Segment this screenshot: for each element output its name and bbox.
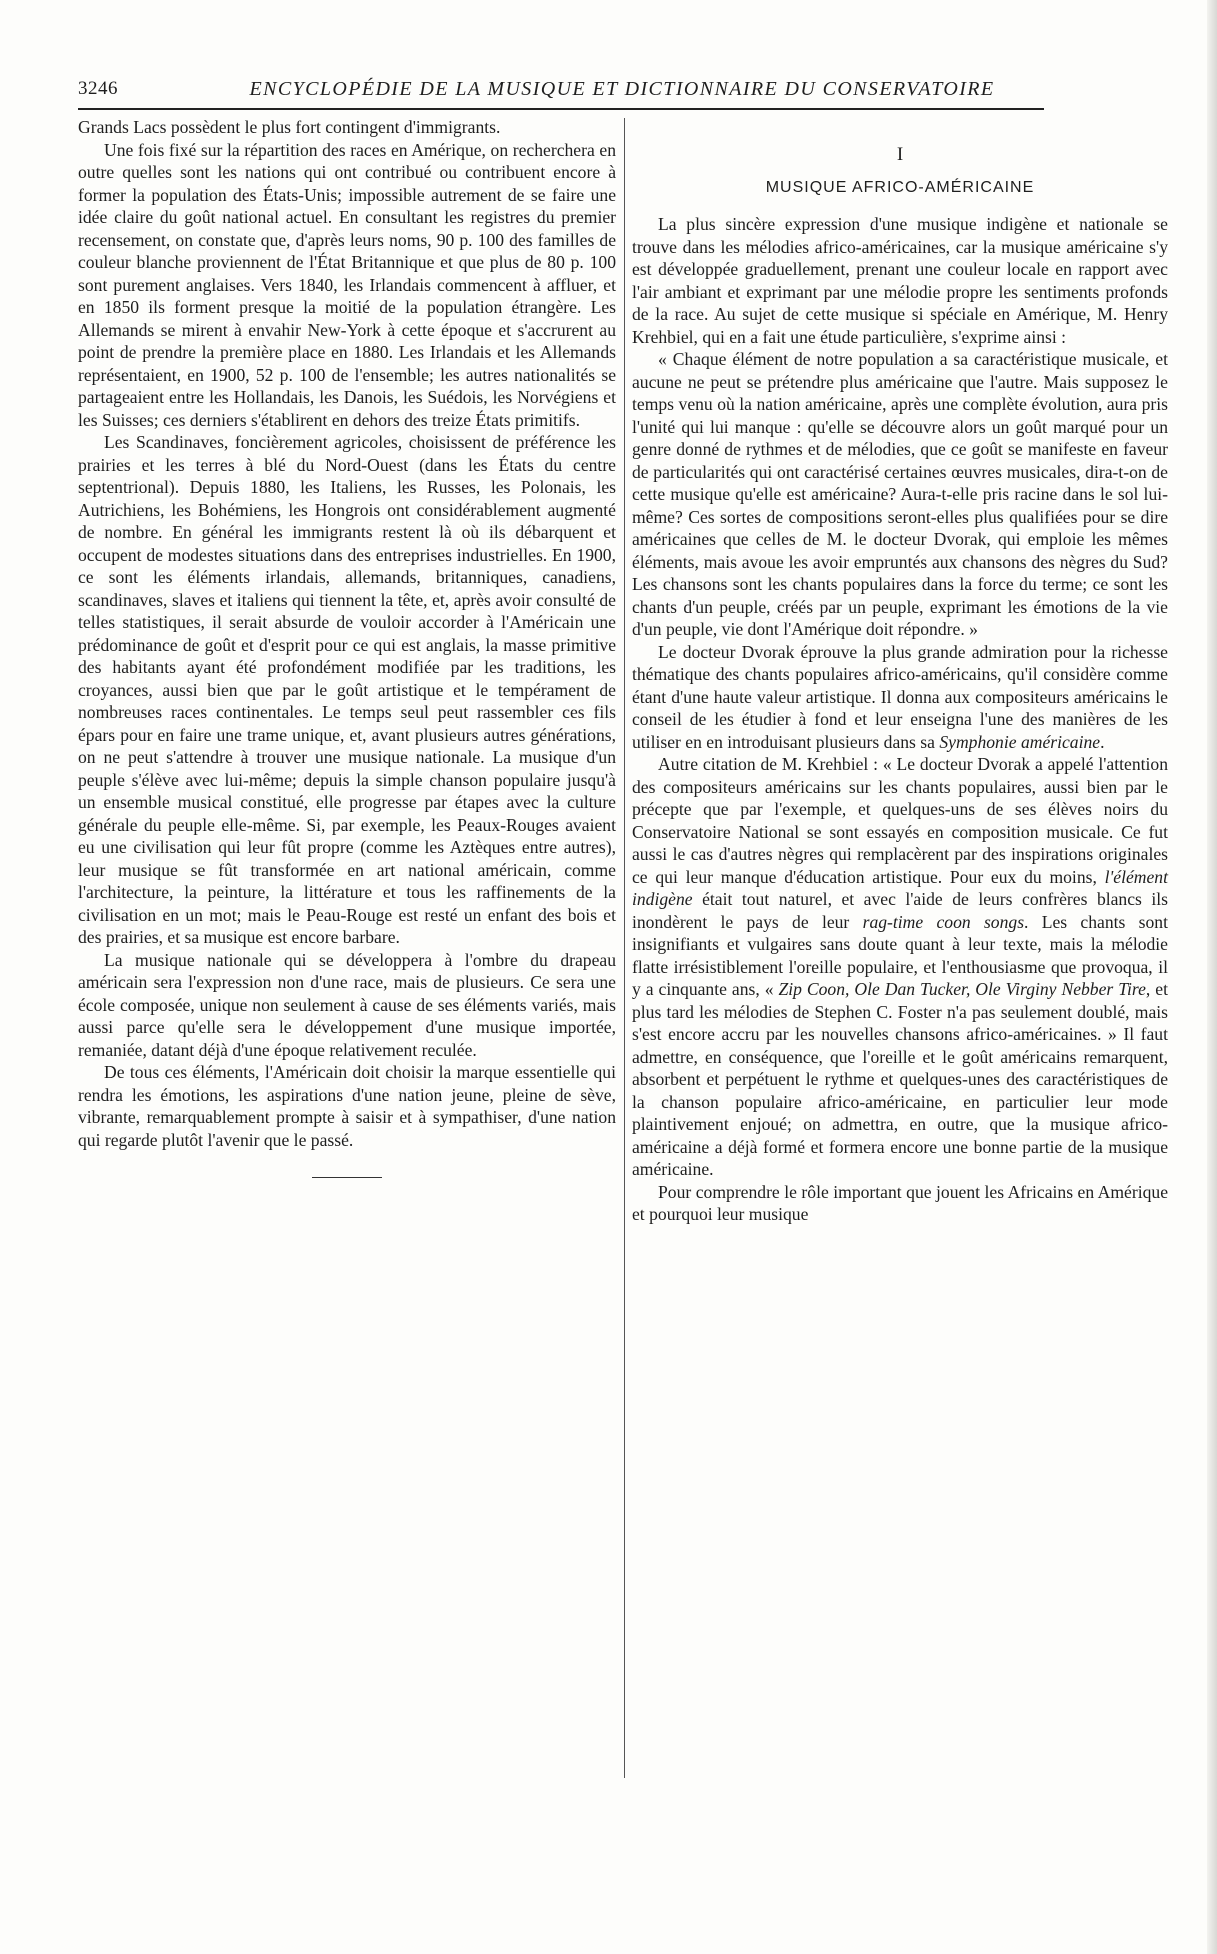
paragraph: [632, 753, 1168, 1181]
italic-term: l'élément indigène: [632, 866, 1168, 909]
page-edge-shadow: [1207, 0, 1217, 1954]
paragraph-text: .: [1100, 731, 1105, 752]
paragraph-text: . Les chants sont insignifiants et vulgaires sans doute quant à leur texte, mais la mélodie flatte irrésistiblement l'oreille populaire, et l'enthousiasme que provoqua, il y a cinquante ans, «: [632, 911, 1168, 999]
column-divider: [624, 118, 625, 1778]
paragraph: [632, 641, 1168, 754]
paragraph: Grands Lacs possèdent le plus fort contingent d'immigrants.: [78, 117, 501, 137]
paragraph: La musique nationale qui se développera à l'ombre du drapeau américain sera l'expression non d'une race, mais de plusieurs. Ce sera une école composée, unique non seulement à cause de ses éléments variés, mais aussi parce qu'elle sera le développement d'une musique importée, remaniée, datant déjà d'une époque relativement reculée.: [78, 949, 616, 1060]
italic-term: rag-time coon songs: [862, 911, 1025, 932]
section-end-rule: [312, 1177, 382, 1178]
paragraph: La plus sincère expression d'une musique indigène et nationale se trouve dans les mélodies africo-américaines, car la musique américaine s'y est développée graduellement, prenant une couleur locale en rapport avec l'air ambiant et exprimant par une mélodie propre les sentiments profonds de la race. Au sujet de cette musique si spéciale en Amérique, M. Henry Krehbiel, qui en a fait une étude particulière, s'exprime ainsi :: [632, 214, 1168, 347]
paragraph: Une fois fixé sur la répartition des races en Amérique, on recherchera en outre quelles sont les nations qui ont contribué ou contribuent encore à former la population des États-Unis; impossible autrement de se faire une idée claire du goût national actuel. En consultant les registres du premier recensement, on constate que, d'après leurs noms, 90 p. 100 des familles de couleur blanche proviennent de l'État Britannique et que plus de 80 p. 100 sont purement anglaises. Vers 1840, les Irlandais commencent à affluer, et en 1850 ils forment presque la moitié de la population étrangère. Les Allemands se mirent à envahir New-York à cette époque et s'accrurent au point de prendre la première place en 1880. Les Irlandais et les Allemands représentaient, en 1900, 52 p. 100 de l'ensemble; les autres nationalités se partageaient entre les Hollandais, les Danois, les Suédois, les Norvégiens et les Suisses; ces derniers s'établirent en dehors des treize États primitifs.: [78, 139, 616, 430]
paragraph-text: Autre citation de M. Krehbiel : « Le docteur Dvorak a appelé l'attention des compositeurs américains sur les chants populaires, aussi bien par le précepte que par l'exemple, et quelques-uns de ses élèves noirs du Conservatoire National se sont essayés en composition musicale. Ce fut aussi le cas d'autres nègres qui remplacèrent par des inspirations originales ce qui leur manque d'éducation artistique. Pour eux du moins,: [632, 754, 1168, 887]
quote-paragraph: « Chaque élément de notre population a sa caractéristique musicale, et aucune ne peut se prétendre plus américaine que l'autre. Mais supposez le temps venu où la nation américaine, après une complète évolution, aura pris l'unité qui lui manque : qu'elle se découvre alors un goût marqué pour un genre donné de rythmes et de mélodies, que ce goût se manifeste en faveur de particularités qui ont caractérisé certaines œuvres musicales, dira-t-on de cette musique qu'elle est américaine? Aura-t-elle pris racine dans le sol lui-même? Ces sortes de compositions seront-elles plus qualifiées pour se dire américaines que celles de M. le docteur Dvorak, qui emploie les mêmes éléments, mais avoue les avoir empruntés aux chansons des nègres du Sud? Les chansons sont les chants populaires dans la force du terme; ce sont les chants d'un peuple, créés par un peuple, exprimant les émotions de la vie d'un peuple, vie dont l'Amérique doit répondre. »: [632, 349, 1168, 639]
section-number: I: [896, 144, 904, 165]
section-title: MUSIQUE AFRICO-AMÉRICAINE: [765, 178, 1035, 196]
paragraph: Pour comprendre le rôle important que jouent les Africains en Amérique et pourquoi leur musique: [632, 1181, 1168, 1224]
paragraph: Les Scandinaves, foncièrement agricoles, choisissent de préférence les prairies et les terres à blé du Nord-Ouest (dans les États du centre septentrional). Depuis 1880, les Italiens, les Russes, les Polonais, les Autrichiens, les Bohémiens, les Hongrois ont considérablement augmenté de nombre. En général les immigrants restent là où ils débarquent et occupent de modestes situations dans des entreprises industrielles. En 1900, ce sont les éléments irlandais, allemands, britanniques, canadiens, scandinaves, slaves et italiens qui tiennent la tête, et, après avoir consulté de telles statistiques, il serait absurde de vouloir accorder à l'Américain une prédominance de goût et d'esprit pour ce qui est anglais, la masse primitive des habitants ayant été profondément modifiée par les traditions, les croyances, aussi bien que par le goût artistique et le tempérament de nombreuses races continentales. Le temps seul peut rassembler ces fils épars pour en faire une trame unique, et, avant plusieurs autres générations, on ne peut s'attendre à trouver une musique nationale. La musique d'un peuple s'élève avec lui-même; depuis la simple chanson populaire jusqu'à un ensemble musical constitué, elle progresse par étapes avec la culture générale du peuple elle-même. Si, par exemple, les Peaux-Rouges avaient eu une civilisation qui leur fût propre (comme les Aztèques entre autres), leur musique se fût transformée en art national américain, comme l'architecture, la peinture, la littérature et tous les raffinements de la civilisation en un mot; mais le Peau-Rouge est resté un enfant des bois et des prairies, et sa musique est encore barbare.: [78, 432, 616, 947]
italic-song-titles: Zip Coon, Ole Dan Tucker, Ole Virginy Nebber Tire: [778, 979, 1146, 999]
page-number: 3246: [78, 78, 118, 99]
running-header: [78, 78, 1044, 110]
paragraph-text: , et plus tard les mélodies de Stephen C. Foster n'a pas seulement doublé, mais s'est encore accru par les nouvelles chansons africo-américaines. » Il faut admettre, en conséquence, que l'oreille et le goût américains remarquent, absorbent et perpétuent le rythme et quelques-unes des caractéristiques de la chanson populaire africo-américaine, en particulier leur mode plaintivement enjoué; on admettra, en outre, que la musique africo-américaine a déjà formé et formera encore une bonne partie de la musique américaine.: [632, 979, 1168, 1179]
italic-title: Symphonie américaine: [939, 731, 1101, 752]
right-column: [632, 116, 1168, 1226]
paragraph-text: était tout naturel, et avec l'aide de leurs confrères blancs ils inondèrent le pays de leur: [632, 889, 1168, 932]
paragraph-text: Le docteur Dvorak éprouve la plus grande admiration pour la richesse thématique des chants populaires africo-américains, qu'il considère comme étant d'une haute valeur artistique. Il donna aux compositeurs américains le conseil de les étudier à fond et leur enseigna l'une des manières de les utiliser en en introduisant plusieurs dans sa: [632, 641, 1168, 752]
left-column: [78, 116, 616, 1178]
running-title: ENCYCLOPÉDIE DE LA MUSIQUE ET DICTIONNAIRE DU CONSERVATOIRE: [249, 78, 995, 100]
paragraph: De tous ces éléments, l'Américain doit choisir la marque essentielle qui rendra les émotions, les aspirations d'une nation jeune, pleine de sève, vibrante, remarquablement prompte à saisir et à sympathiser, d'une nation qui regarde plutôt l'avenir que le passé.: [78, 1062, 616, 1150]
